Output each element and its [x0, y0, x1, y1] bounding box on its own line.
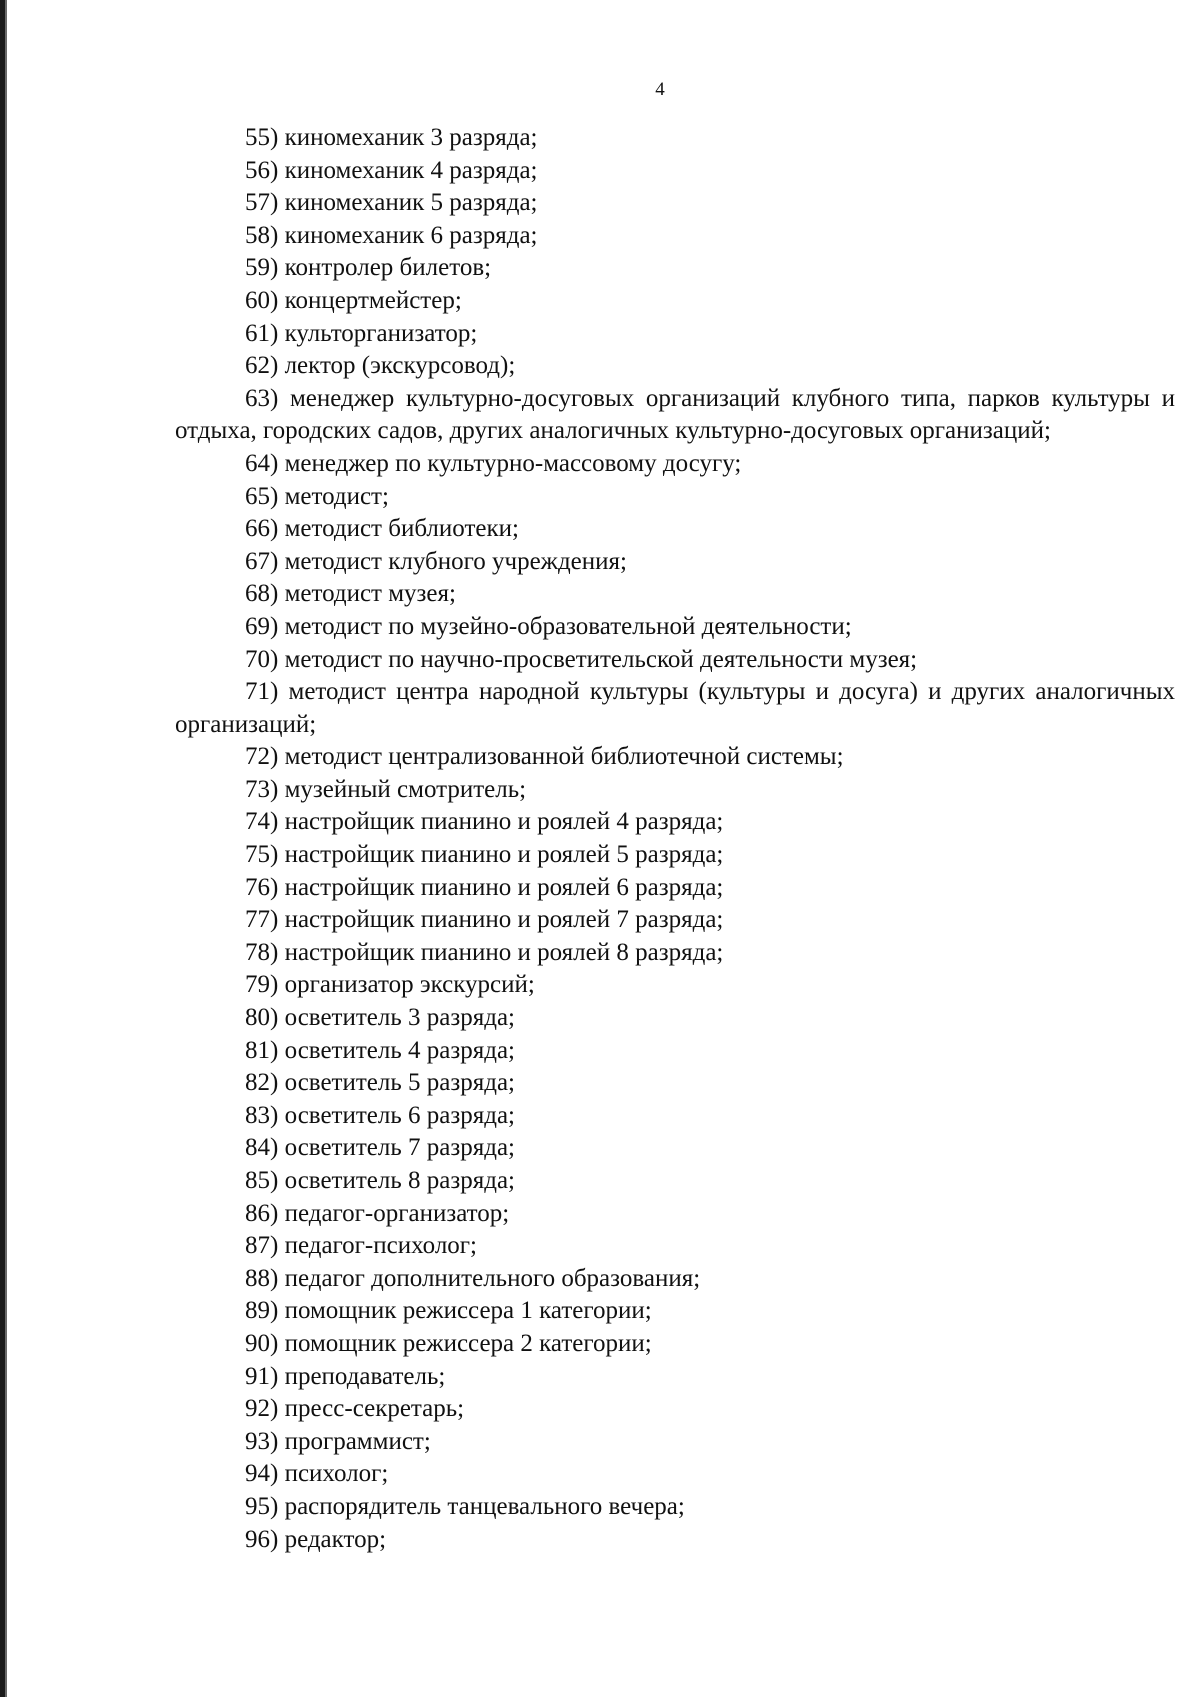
page-number: 4 [655, 79, 665, 100]
list-item: 65) методист; [245, 482, 389, 510]
list-item: 95) распорядитель танцевального вечера; [245, 1492, 685, 1520]
list-item: 62) лектор (экскурсовод); [245, 352, 516, 380]
list-item: 68) методист музея; [245, 580, 456, 608]
list-item: 72) методист централизованной библиотечной системы; [245, 743, 844, 771]
list-item: 59) контролер билетов; [245, 254, 492, 282]
list-item: 86) педагог-организатор; [245, 1199, 510, 1227]
list-item: 84) осветитель 7 разряда; [245, 1134, 515, 1162]
document-body [175, 122, 1175, 1556]
list-item: 79) организатор экскурсий; [245, 971, 535, 999]
list-item: 63) менеджер культурно-досуговых организаций клубного типа, парков культуры и отдыха, городских садов, других аналогичных культурно-досуговых организаций; [175, 384, 1175, 445]
list-item: 85) осветитель 8 разряда; [245, 1167, 515, 1194]
list-item: 75) настройщик пианино и роялей 5 разряда; [245, 841, 724, 869]
list-item: 93) программист; [245, 1427, 431, 1455]
list-item: 57) киномеханик 5 разряда; [245, 189, 538, 217]
list-item: 87) педагог-психолог; [245, 1232, 477, 1260]
list-item: 81) осветитель 4 разряда; [245, 1036, 515, 1064]
list-item: 76) настройщик пианино и роялей 6 разряда; [245, 873, 724, 901]
list-item: 82) осветитель 5 разряда; [245, 1069, 515, 1097]
list-item: 90) помощник режиссера 2 категории; [245, 1329, 652, 1357]
list-item: 64) менеджер по культурно-массовому досугу; [245, 449, 742, 477]
list-item: 96) редактор; [245, 1525, 387, 1553]
list-item: 55) киномеханик 3 разряда; [245, 124, 538, 151]
list-item: 77) настройщик пианино и роялей 7 разряда; [245, 906, 724, 934]
list-item: 73) музейный смотритель; [245, 775, 527, 803]
list-item: 67) методист клубного учреждения; [245, 547, 627, 575]
list-item: 70) методист по научно-просветительской деятельности музея; [245, 645, 918, 673]
list-item: 89) помощник режиссера 1 категории; [245, 1297, 652, 1325]
list-item: 74) настройщик пианино и роялей 4 разряда; [245, 808, 724, 836]
list-item: 83) осветитель 6 разряда; [245, 1101, 515, 1129]
list-item: 88) педагог дополнительного образования; [245, 1264, 701, 1292]
list-item: 58) киномеханик 6 разряда; [245, 221, 538, 249]
list-item: 69) методист по музейно-образовательной деятельности; [245, 612, 852, 640]
list-item: 61) культорганизатор; [245, 319, 478, 347]
scan-edge-gray [5, 0, 7, 1697]
list-item: 71) методист центра народной культуры (культуры и досуга) и других аналогичных организаций; [175, 678, 1175, 738]
list-item: 60) концертмейстер; [245, 286, 462, 314]
list-item: 56) киномеханик 4 разряда; [245, 156, 538, 184]
list-item: 78) настройщик пианино и роялей 8 разряда; [245, 938, 724, 966]
list-item: 94) психолог; [245, 1460, 389, 1488]
list-item: 92) пресс-секретарь; [245, 1395, 465, 1423]
list-item: 66) методист библиотеки; [245, 515, 519, 543]
list-item: 91) преподаватель; [245, 1362, 446, 1390]
list-item: 80) осветитель 3 разряда; [245, 1004, 515, 1032]
